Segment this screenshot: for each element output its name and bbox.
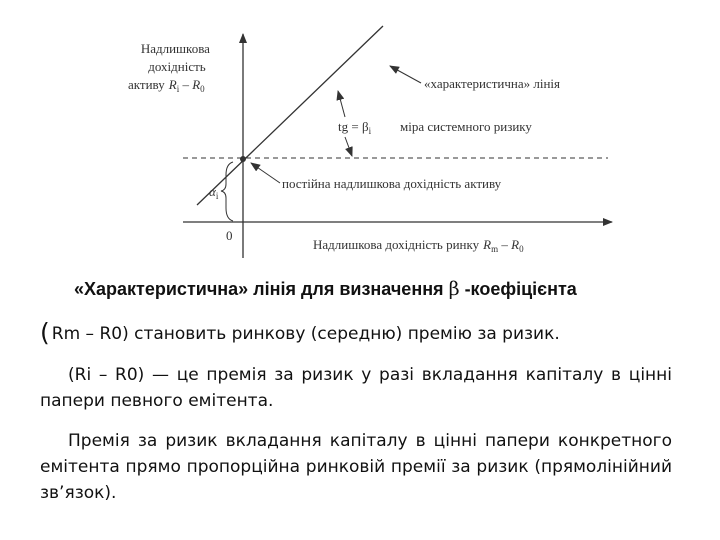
alpha-label: $\alpha_i$	[209, 184, 219, 201]
beta-symbol: β	[448, 278, 460, 300]
y-axis-label-line1: Надлишкова	[140, 41, 210, 56]
origin-label: 0	[226, 228, 233, 243]
figure-caption	[74, 278, 694, 300]
y-axis-label	[141, 41, 213, 74]
y-axis-label-line2: дохідність	[148, 59, 206, 74]
intercept-arrow	[251, 163, 280, 183]
paragraph-open-paren: (	[40, 318, 50, 347]
alpha-brace	[221, 162, 233, 221]
tg-description: міра системного ризику	[400, 119, 532, 134]
paragraph-market-premium-text: Rm – R0) становить ринкову (середню) премію за ризик.	[51, 324, 560, 344]
caption-text: «Характеристична» лінія для визначення	[74, 279, 449, 299]
tg-arrow-up	[338, 91, 345, 117]
tg-arrow-down	[345, 137, 352, 156]
tg-beta-label: tg = $\beta_i$	[338, 119, 372, 136]
y-axis-label-line3: активу $R_i - R_0$	[128, 77, 205, 94]
paragraph-asset-premium: (Ri – R0) — це премія за ризик у разі вкладання капіталу в цінні папери певного емітента.	[40, 365, 672, 411]
characteristic-line-label: «характеристична» лінія	[424, 76, 560, 91]
intercept-description: постійна надлишкова дохідність активу	[282, 176, 502, 191]
caption-suffix: -коефіцієнта	[459, 279, 577, 299]
line-label-arrow	[390, 66, 421, 83]
paragraph-proportionality: Премія за ризик вкладання капіталу в цінні папери конкретного емітента прямо пропорційна ринковій премії за ризик (прямолінійний зв’язок).	[40, 431, 672, 503]
x-axis-label: Надлишкова дохідність ринку $R_m - R_0$	[313, 237, 524, 254]
intercept-point	[240, 156, 246, 162]
paragraph-market-premium	[40, 320, 672, 347]
